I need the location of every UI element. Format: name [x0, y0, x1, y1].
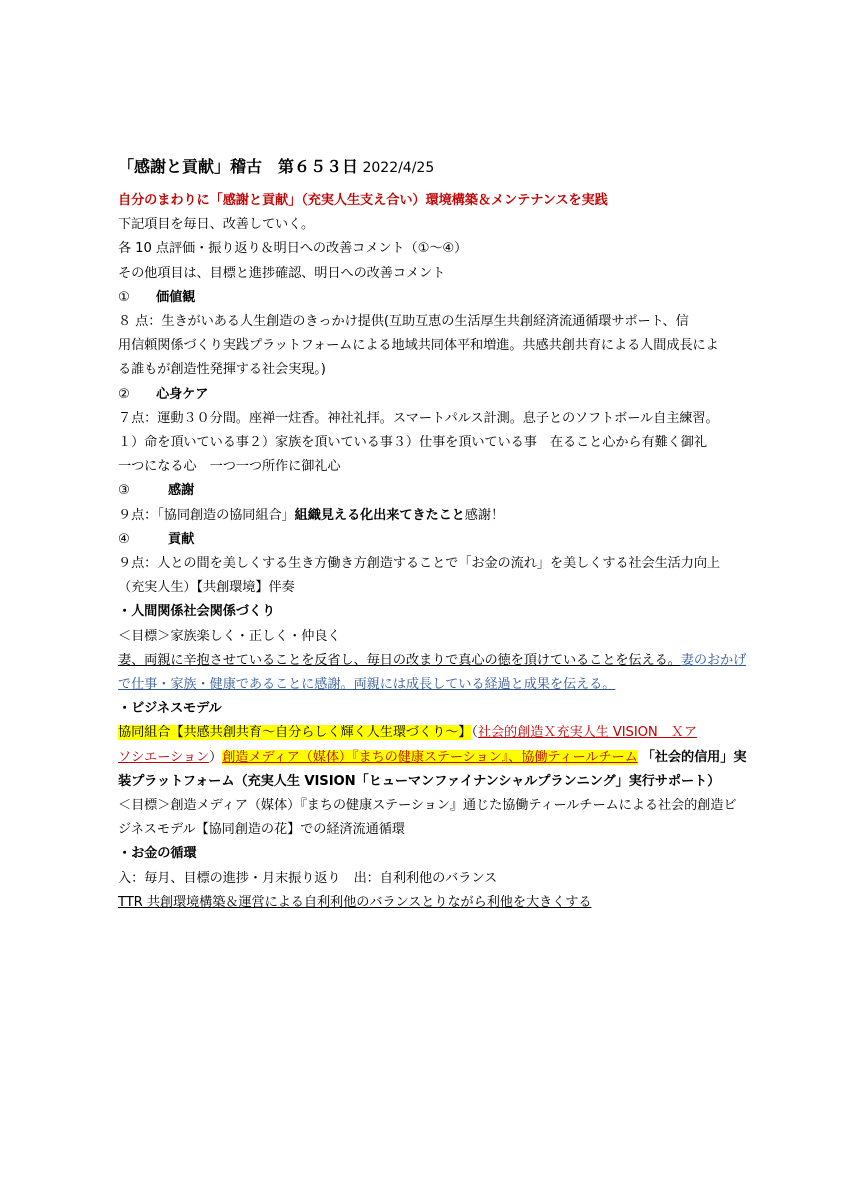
section-number: ①	[118, 289, 130, 305]
business-text	[118, 721, 748, 745]
relations-goal: ＜目標＞家族楽しく・正しく・仲良く	[118, 628, 341, 644]
relations-text	[118, 649, 748, 673]
section-heading-contribution	[118, 528, 748, 552]
section-number: ④	[118, 531, 130, 547]
section-heading-values	[118, 286, 748, 310]
money-text-underlined: TTR 共創環境構築＆運営による自利利他のバランスとりながら利他を大きくする	[118, 894, 592, 910]
section-text: （充実人生）【共創環境】伴奏	[118, 580, 295, 596]
section-text: ７点：運動３０分間。座禅一炷香。神社礼拝。スマートパルス計測。息子とのソフトボール自主練習。	[118, 410, 719, 426]
business-highlight: 協同組合【共感共創共育～自分らしく輝く人生環づくり～】	[118, 725, 472, 741]
business-paren: （	[471, 725, 478, 741]
section-number: ②	[118, 386, 130, 402]
business-red-underline: ソシエーション	[118, 749, 210, 765]
document-title	[118, 152, 748, 183]
intro-line: その他項目は、目標と進捗確認、明日への改善コメント	[118, 265, 446, 281]
intro-line: 各 10 点評価・振り返り＆明日への改善コメント（①～④）	[118, 241, 468, 257]
section-text: ８ 点：生きがいある人生創造のきっかけ提供(互助互恵の生活厚生共創経済流通循環サポート、信	[118, 314, 689, 330]
business-bold: 「社会的信用」実	[641, 749, 747, 765]
title-date: 2022/4/25	[358, 160, 435, 176]
section-heading-mind-body	[118, 383, 748, 407]
section-title: 心身ケア	[156, 386, 209, 402]
document-subtitle: 自分のまわりに「感謝と貢献」（充実人生支え合い）環境構築＆メンテナンスを実践	[118, 193, 608, 208]
section-text: １）命を頂いている事２）家族を頂いている事３）仕事を頂いている事 在ること心から有難く御礼	[118, 435, 707, 451]
section-title: 感謝	[168, 483, 195, 499]
business-bold: 装プラットフォーム（充実人生 VISION「ヒューマンファイナンシャルプランニング」実行サポート）	[118, 773, 721, 789]
business-text	[118, 746, 748, 770]
intro-line: 下記項目を毎日、改善していく。	[118, 217, 315, 233]
section-text: 一つになる心 一つ一つ所作に御礼心	[118, 459, 341, 475]
money-heading: ・お金の循環	[118, 846, 197, 862]
section-text: ９点：人との間を美しくする生き方働き方創造することで「お金の流れ」を美しくする社会生活力向上	[118, 556, 721, 572]
section-title: 価値観	[156, 289, 196, 305]
section-title: 貢献	[168, 531, 195, 547]
section-text: る誰もが創造性発揮する社会実現。)	[118, 362, 326, 378]
business-highlight-red: 創造メディア（媒体）『まちの健康ステーション』、協働ティールチーム	[222, 749, 638, 765]
business-goal: ジネスモデル【協同創造の花】での経済流通循環	[118, 822, 405, 838]
business-goal: ＜目標＞創造メディア（媒体）『まちの健康ステーション』通じた協働ティールチームによる社会的創造ビ	[118, 798, 737, 814]
relations-text-blue: 妻のおかげ	[680, 652, 747, 668]
relations-text	[118, 673, 748, 697]
section-heading-gratitude	[118, 479, 748, 503]
business-heading: ・ビジネスモデル	[118, 701, 222, 717]
relations-text-blue: で仕事・家族・健康であることに感謝。両親には成長している経過と成果を伝える。	[118, 677, 616, 693]
section-text: 用信頼関係づくり実践プラットフォームによる地域共同体平和増進。共感共創共育による人間成長によ	[118, 338, 719, 354]
gratitude-text-bold: 組織見える化出来てきたこと	[294, 507, 465, 523]
gratitude-text-post: 感謝！	[464, 507, 505, 523]
section-number: ③	[118, 483, 130, 499]
business-paren: ）	[209, 749, 223, 765]
relations-text-black: 妻、両親に辛抱させていることを反省し、毎日の改まりで真心の徳を頂けていることを伝える。	[118, 652, 681, 668]
relations-heading: ・人間関係社会関係づくり	[118, 604, 276, 620]
gratitude-text-pre: ９点：「協同創造の協同組合」	[118, 507, 295, 523]
money-text: 入：毎月、目標の進捗・月末振り返り 出：自利利他のバランス	[118, 870, 498, 886]
section-text	[118, 504, 748, 528]
title-main: 「感謝と貢献」稽古 第６５３日	[118, 157, 359, 176]
business-red-underline: 社会的創造Ｘ充実人生 VISION Ｘア	[477, 725, 697, 741]
document-page	[118, 152, 748, 915]
